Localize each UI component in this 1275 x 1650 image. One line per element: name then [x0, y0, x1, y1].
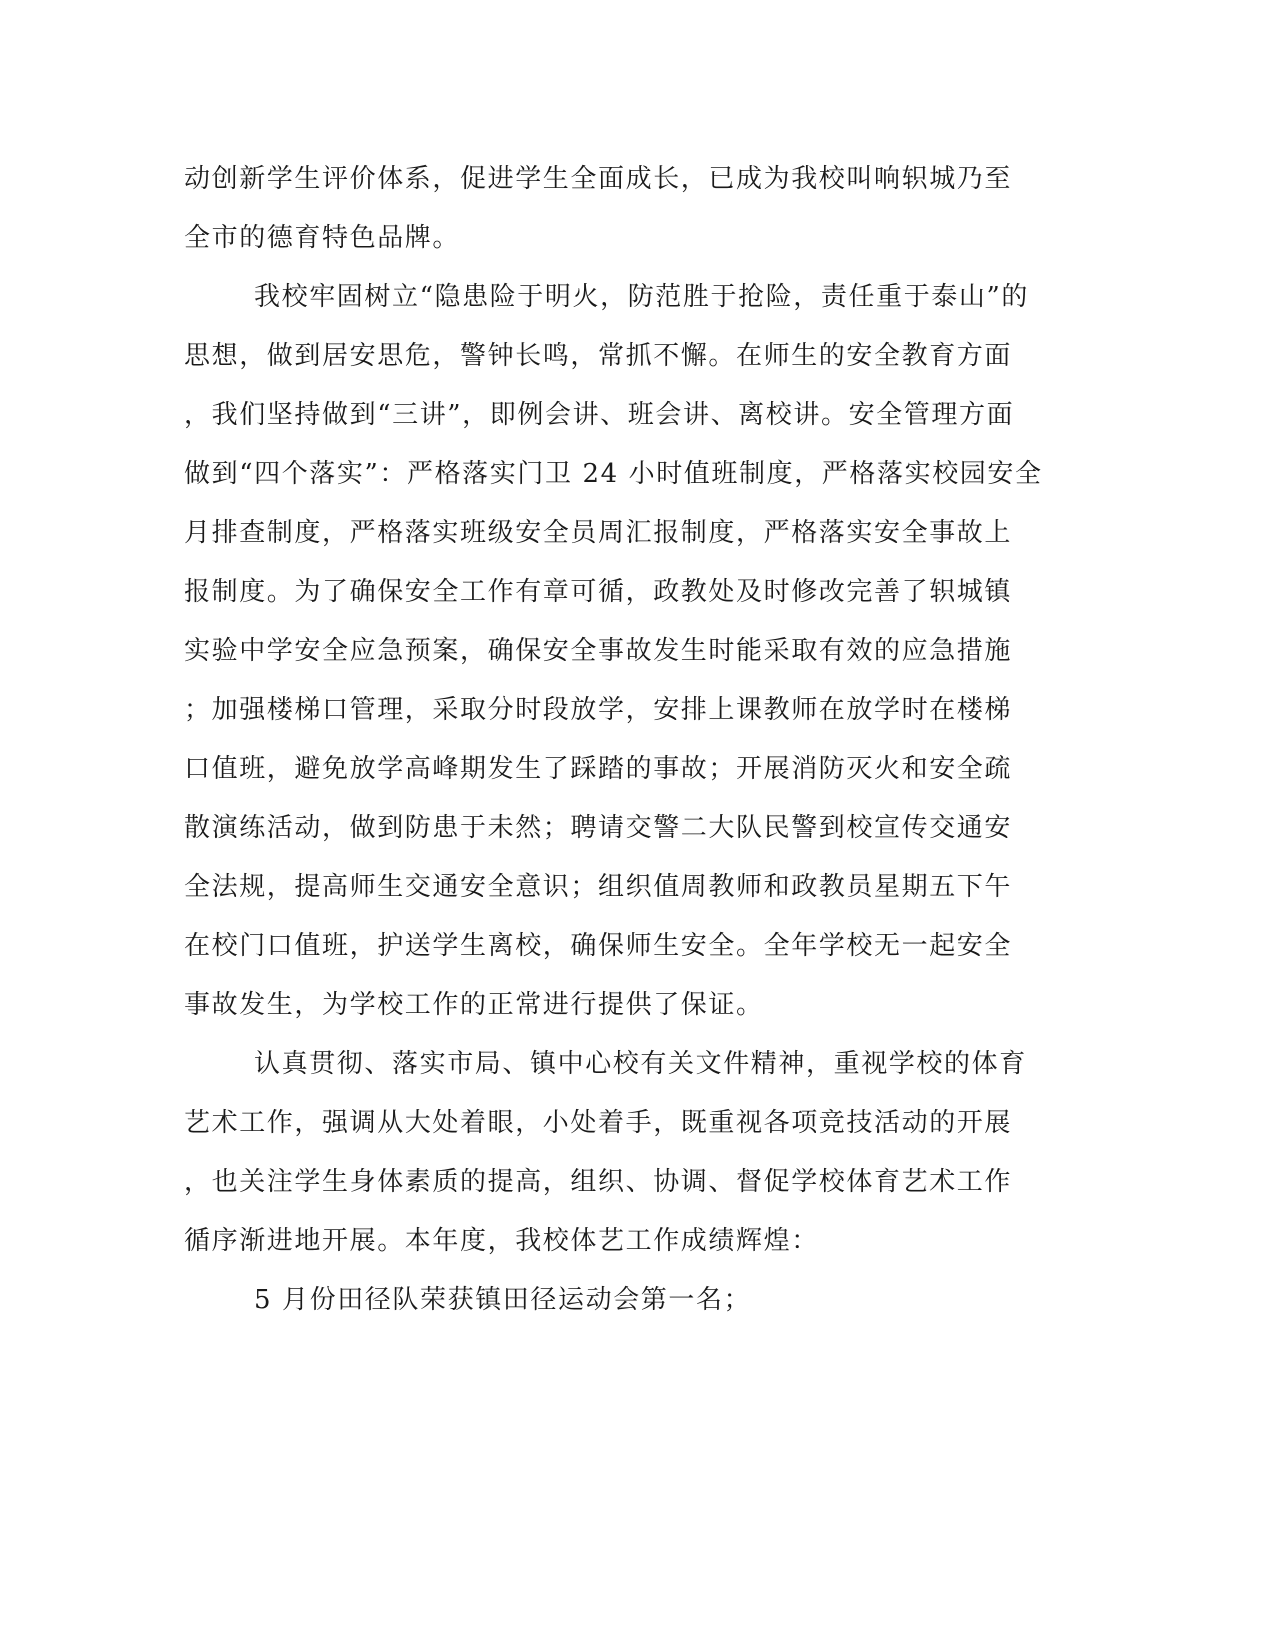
paragraph-start-line: 5 月份田径队荣获镇田径运动会第一名；	[254, 1285, 752, 1315]
text-line: 思想，做到居安思危，警钟长鸣，常抓不懈。在师生的安全教育方面	[184, 341, 1013, 371]
text-line: 全法规，提高师生交通安全意识；组织值周教师和政教员星期五下午	[184, 872, 1013, 902]
text-line: ，我们坚持做到“三讲”，即例会讲、班会讲、离校讲。安全管理方面	[184, 400, 1015, 430]
text-line: 报制度。为了确保安全工作有章可循，政教处及时修改完善了轵城镇	[184, 577, 1013, 607]
text-line: ，也关注学生身体素质的提高，组织、协调、督促学校体育艺术工作	[184, 1167, 1013, 1197]
paragraph-start-line: 认真贯彻、落实市局、镇中心校有关文件精神，重视学校的体育	[254, 1049, 1027, 1079]
text-line: 做到“四个落实”：严格落实门卫 24 小时值班制度，严格落实校园安全	[184, 459, 1043, 489]
text-line: 口值班，避免放学高峰期发生了踩踏的事故；开展消防灭火和安全疏	[184, 754, 1013, 784]
text-line: 艺术工作，强调从大处着眼，小处着手，既重视各项竞技活动的开展	[184, 1108, 1013, 1138]
text-line: 月排查制度，严格落实班级安全员周汇报制度，严格落实安全事故上	[184, 518, 1013, 548]
text-line: 散演练活动，做到防患于未然；聘请交警二大队民警到校宣传交通安	[184, 813, 1013, 843]
text-line: 在校门口值班，护送学生离校，确保师生安全。全年学校无一起安全	[184, 931, 1013, 961]
text-line: 动创新学生评价体系，促进学生全面成长，已成为我校叫响轵城乃至	[184, 164, 1013, 194]
text-line: ；加强楼梯口管理，采取分时段放学，安排上课教师在放学时在楼梯	[184, 695, 1013, 725]
paragraph-start-line: 我校牢固树立“隐患险于明火，防范胜于抢险，责任重于泰山”的	[254, 282, 1029, 312]
text-line: 实验中学安全应急预案，确保安全事故发生时能采取有效的应急措施	[184, 636, 1013, 666]
text-line: 全市的德育特色品牌。	[184, 223, 461, 253]
text-line: 循序渐进地开展。本年度，我校体艺工作成绩辉煌：	[184, 1226, 819, 1256]
text-line: 事故发生，为学校工作的正常进行提供了保证。	[184, 990, 764, 1020]
document-body	[184, 150, 1043, 1330]
